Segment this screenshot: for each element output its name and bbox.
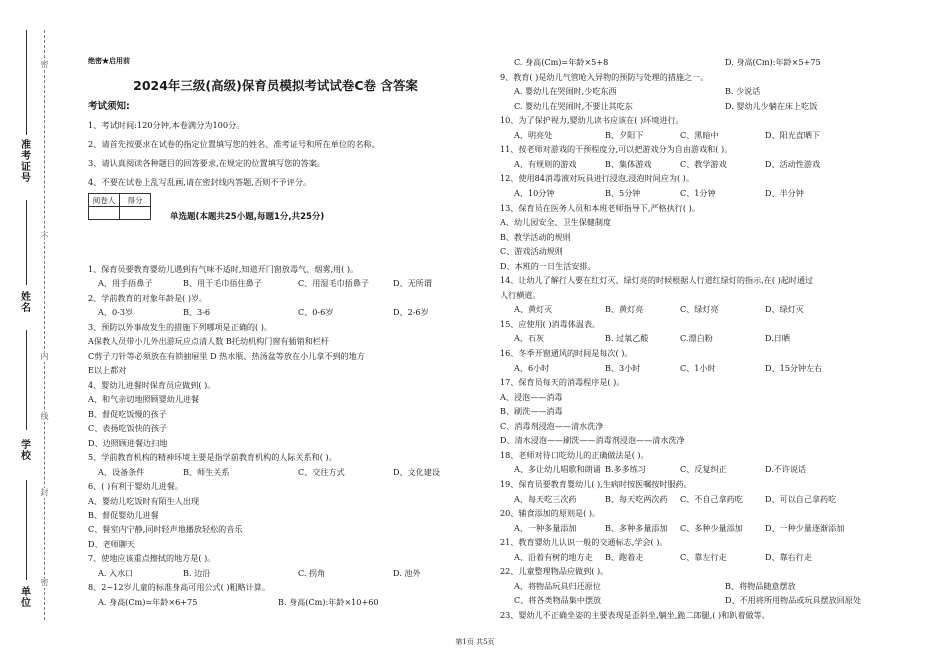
answer-option: A、用手捂鼻子 xyxy=(98,278,153,289)
answer-option: D、绿灯灭 xyxy=(765,304,804,315)
answer-option: A、0-3岁 xyxy=(98,307,134,318)
page-title: 2024年三级(高级)保育员模拟考试试卷C卷 含答案 xyxy=(133,78,418,93)
answer-option: C、将各类物品集中摆放 xyxy=(514,595,602,606)
name-label: 姓名 xyxy=(21,292,31,314)
question-line: 17、保育员每天的消毒程序是( )。 xyxy=(500,377,625,388)
answer-option: D.日晒 xyxy=(765,333,790,344)
answer-option: A、有规则的游戏 xyxy=(514,158,577,169)
question-line: A保教人员带小儿外出游玩应点清人数 B托幼机构门窗有插销和栏杆 xyxy=(88,336,329,347)
answer-option: A、6小时 xyxy=(514,362,550,373)
cut-mark: 密 xyxy=(40,578,49,587)
answer-option: B、每天吃两次药 xyxy=(605,493,668,504)
question-line: 6、( )有利于婴幼儿进餐。 xyxy=(88,481,183,492)
answer-option: D、15分钟左右 xyxy=(765,362,823,373)
answer-option: C. 身高(Cm)=年龄×5+8 xyxy=(514,57,609,67)
question-line: C、消毒剂浸泡——清水洗净 xyxy=(500,420,604,431)
answer-option: C、反复纠正 xyxy=(680,464,727,475)
answer-option: A、石灰 xyxy=(514,333,545,344)
question-line: 10、为了保护视力,婴幼儿读书应该在( )环境进行。 xyxy=(500,115,684,126)
question-line: 4、婴幼儿进餐时保育员应做到( )。 xyxy=(88,379,216,390)
question-line: 23、婴幼儿不正确坐姿的主要表现是歪斜坐,躺坐,跪二郎腿,( )和趴着做等。 xyxy=(500,609,770,620)
answer-option: A、每天吃三次药 xyxy=(514,493,577,504)
answer-option: A. 婴幼儿在哭闹时,少吃东西 xyxy=(514,86,617,97)
answer-option: B、5分钟 xyxy=(605,187,641,198)
answer-option: B、3-6 xyxy=(183,307,211,318)
answer-option: C、靠左行走 xyxy=(680,551,727,562)
answer-option: D. 婴幼儿少躺在床上吃饭 xyxy=(725,100,818,111)
secret-mark: 绝密★启用前 xyxy=(88,56,130,65)
question-line: A、和气亲切地照顾婴幼儿进餐 xyxy=(88,394,200,405)
question-line: 14、让幼儿了解行人要在红灯灭、绿灯亮的时候根据人行道红绿灯的指示,在( )起时通过 xyxy=(500,275,814,286)
answer-option: C、黑暗中 xyxy=(680,129,719,140)
answer-option: B、夕阳下 xyxy=(605,129,644,140)
grader-cell: 阅卷人 xyxy=(89,194,120,207)
question-line: 9、教育( )是幼儿气管呛入异物的预防与处理的措施之一。 xyxy=(500,71,709,82)
question-line: A、幼儿园安全、卫生保健制度 xyxy=(500,217,612,228)
question-line: 11、按老师对游戏的干预程度分,可以把游戏分为自由游戏和( )。 xyxy=(500,144,733,155)
exam-id-blank xyxy=(26,30,27,135)
binding-margin xyxy=(0,0,62,671)
question-line: 22、儿童整理物品应做到( )。 xyxy=(500,566,609,577)
answer-option: D、2-6岁 xyxy=(393,307,429,318)
answer-option: B、将物品随意摆放 xyxy=(725,580,796,591)
answer-option: B. 过氧乙酸 xyxy=(605,333,649,344)
cut-mark: 内 xyxy=(40,352,49,361)
question-line: 18、老师对待口吃幼儿的正确做法是( )。 xyxy=(500,449,649,460)
answer-option: C. 拐角 xyxy=(298,567,326,578)
answer-option: A、将物品玩具归还原位 xyxy=(514,580,601,591)
answer-option: A、黄灯灭 xyxy=(514,304,553,315)
answer-option: B. 身高(Cm):年龄×10+60 xyxy=(278,596,379,607)
answer-option: D、活动性游戏 xyxy=(765,158,821,169)
answer-option: C、1小时 xyxy=(680,362,716,373)
answer-option: D、一种少量逐渐添加 xyxy=(765,522,845,533)
answer-option: B、师生关系 xyxy=(183,466,230,477)
school-blank xyxy=(26,330,27,430)
question-line: D、清水浸泡——刷洗——消毒剂浸泡——清水洗净 xyxy=(500,435,685,446)
question-line: 12、使用84消毒液对玩具进行浸泡,浸泡时间应为( )。 xyxy=(500,173,694,184)
score-table xyxy=(88,193,151,220)
answer-option: D. 身高(Cm):年龄×5+75 xyxy=(725,57,821,67)
answer-option: C、用湿毛巾捂鼻子 xyxy=(298,278,369,289)
answer-option: C、多种少量添加 xyxy=(680,522,743,533)
question-line: D、老师聊天 xyxy=(88,538,135,549)
answer-option: A、明亮处 xyxy=(514,129,553,140)
question-line: E以上都对 xyxy=(88,365,127,376)
answer-option: A、设备条件 xyxy=(98,466,145,477)
page-footer: 第1页 共5页 xyxy=(455,638,495,646)
answer-option: D. 池外 xyxy=(393,567,421,578)
question-line: B、督促婴幼儿进餐 xyxy=(88,509,159,520)
answer-option: C. 婴幼儿在哭闹时,不要让其吃东 xyxy=(514,100,633,111)
note-item: 1、考试时间:120分钟,本卷满分为100分。 xyxy=(88,120,245,130)
notes-heading: 考试须知: xyxy=(88,101,130,112)
answer-option: D、文化建设 xyxy=(393,466,440,477)
answer-option: D、不用将所用物品或玩具摆放回原处 xyxy=(725,595,861,606)
question-line: 1、保育员要教育婴幼儿遇到有气味不适时,知道开门窗放毒气、烟雾,用( )。 xyxy=(88,264,359,274)
cut-mark: 封 xyxy=(40,488,49,497)
question-line: B、教学活动的规则 xyxy=(500,231,571,242)
question-line: 15、应使用( )消毒体温表。 xyxy=(500,318,601,329)
question-line: B、刷洗——消毒 xyxy=(500,406,563,417)
exam-id-label: 准考证号 xyxy=(21,140,31,184)
school-label: 学校 xyxy=(21,440,31,462)
answer-option: C、交往方式 xyxy=(298,466,345,477)
unit-label: 单位 xyxy=(21,587,31,609)
unit-blank xyxy=(26,480,27,580)
grader-blank xyxy=(89,207,120,220)
answer-option: C、教学游戏 xyxy=(680,158,727,169)
answer-option: B、多种多量添加 xyxy=(605,522,668,533)
answer-option: D、可以自己拿药吃 xyxy=(765,493,837,504)
answer-option: D、无所谓 xyxy=(393,278,432,289)
question-line: 16、冬季开窗通风的时间是每次( )。 xyxy=(500,348,633,358)
question-line: C、表扬吃饭快的孩子 xyxy=(88,423,168,434)
question-line: 人行横道。 xyxy=(500,289,541,300)
answer-option: B、用干毛巾捂住鼻子 xyxy=(183,278,262,289)
name-blank xyxy=(26,200,27,285)
cut-mark: 密 xyxy=(40,60,49,69)
answer-option: D、靠右行走 xyxy=(765,551,812,562)
note-item: 4、不要在试卷上乱写乱画,请在密封线内答题,否则不予评分。 xyxy=(88,177,312,187)
question-line: 19、保育员要教育婴幼儿( ),生病时按医嘱按时服药。 xyxy=(500,478,692,489)
answer-option: B、3小时 xyxy=(605,362,641,373)
answer-option: B. 少说话 xyxy=(725,86,761,97)
answer-option: B、集体游戏 xyxy=(605,158,652,169)
question-line: 7、使地应该重点擦拭的地方是( )。 xyxy=(88,553,216,564)
score-blank xyxy=(120,207,151,220)
question-line: A、浸泡——消毒 xyxy=(500,391,563,402)
answer-option: C.漂白粉 xyxy=(680,333,713,344)
answer-option: B、跑着走 xyxy=(605,551,644,562)
section-title: 单选题(本题共25小题,每题1分,共25分) xyxy=(170,212,325,222)
question-line: D、本班的一日生活安排。 xyxy=(500,260,596,271)
answer-option: C、绿灯亮 xyxy=(680,304,719,315)
note-item: 2、请首先按要求在试卷的指定位置填写您的姓名、准考证号和所在单位的名称。 xyxy=(88,139,380,149)
answer-option: A. 身高(Cm)=年龄×6+75 xyxy=(98,596,198,607)
question-line: C、餐室内宁静,同时轻声地播放轻松的音乐 xyxy=(88,524,243,535)
answer-option: B. 边沿 xyxy=(183,567,211,578)
answer-option: D、阳光直晒下 xyxy=(765,129,821,140)
question-line: 21、教育婴幼儿认识一般的交通标志,学会( )。 xyxy=(500,537,668,548)
answer-option: B、黄灯亮 xyxy=(605,304,644,315)
answer-option: A、10分钟 xyxy=(514,187,555,198)
answer-option: C、1分钟 xyxy=(680,187,716,198)
question-line: 2、学前教育的对象年龄是( )岁。 xyxy=(88,292,208,303)
cut-mark: 线 xyxy=(40,412,49,421)
note-item: 3、请认真阅读各种题目的回答要求,在规定的位置填写您的答案。 xyxy=(88,158,326,168)
question-line: 3、预防以外事故发生的措施下列哪项是正确的( )。 xyxy=(88,321,273,332)
question-line: A、婴幼儿吃饭时有陌生人出现 xyxy=(88,495,200,506)
score-cell: 得分 xyxy=(120,194,151,207)
answer-option: C、不自己拿药吃 xyxy=(680,493,743,504)
answer-option: A、沿着有树的地方走 xyxy=(514,551,593,562)
question-line: 20、辅食添加的原则是( )。 xyxy=(500,508,601,519)
answer-option: A. 入水口 xyxy=(98,567,134,578)
answer-option: B.多多练习 xyxy=(605,464,646,475)
answer-option: D、半分钟 xyxy=(765,187,804,198)
question-line: 8、2~12岁儿童的标准身高可用公式( )粗略计算。 xyxy=(88,582,270,593)
question-line: C剪子刀针等必须放在有锁抽屉里 D 热水瓶、热汤盆等放在小儿拿不到的地方 xyxy=(88,350,365,361)
answer-option: A、一种多量添加 xyxy=(514,522,577,533)
question-line: D、边照顾进餐边扫地 xyxy=(88,437,168,448)
answer-option: A、多让幼儿唱歌和朗诵 xyxy=(514,464,601,475)
answer-option: C、0-6岁 xyxy=(298,307,334,318)
cut-mark: 不 xyxy=(40,232,49,241)
question-line: 5、学前教育机构的精神环境主要是指学前教育机构的人际关系和( )。 xyxy=(88,452,337,463)
question-line: B、督促吃饭慢的孩子 xyxy=(88,408,167,419)
seal-line xyxy=(44,30,45,620)
question-line: C、游戏活动规则 xyxy=(500,246,563,257)
question-line: 13、保育员在医务人员和本班老师指导下,严格执行( )。 xyxy=(500,202,700,213)
answer-option: D.不许说话 xyxy=(765,464,807,475)
